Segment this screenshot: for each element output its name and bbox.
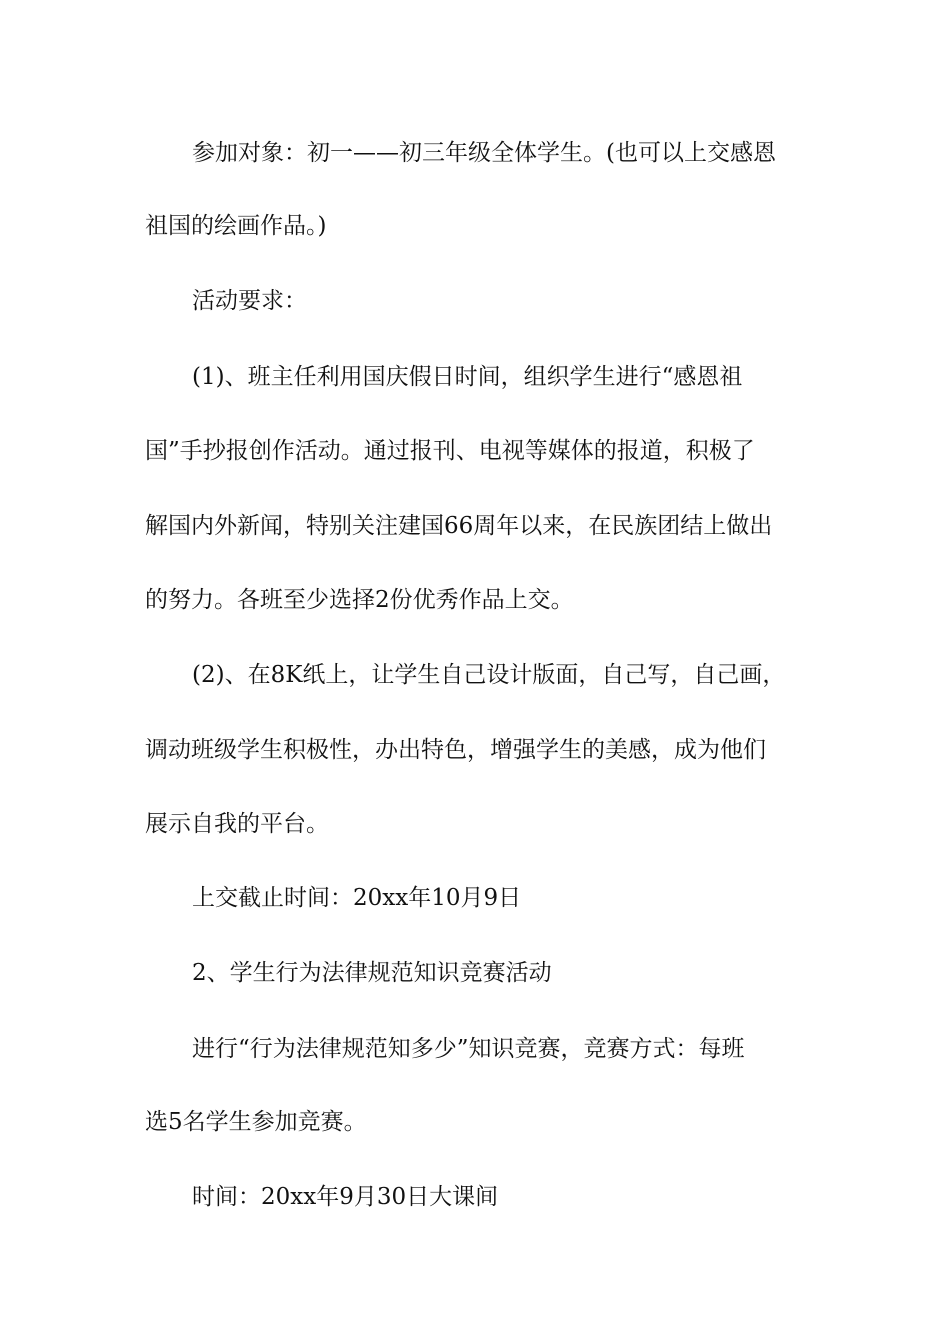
participants-line-1: 参加对象：初一——初三年级全体学生。(也可以上交感恩 xyxy=(192,140,776,166)
requirements-heading: 活动要求： xyxy=(192,288,307,314)
competition-line-1: 进行“行为法律规范知多少”知识竞赛，竞赛方式：每班 xyxy=(192,1036,745,1062)
requirement-1-line-4: 的努力。各班至少选择2份优秀作品上交。 xyxy=(145,587,574,613)
requirement-2-line-3: 展示自我的平台。 xyxy=(145,811,329,837)
requirement-2-line-2: 调动班级学生积极性，办出特色，增强学生的美感，成为他们 xyxy=(145,737,766,763)
requirement-1-line-3: 解国内外新闻，特别关注建国66周年以来，在民族团结上做出 xyxy=(145,513,773,539)
section-2-heading: 2、学生行为法律规范知识竞赛活动 xyxy=(192,960,552,986)
deadline-line: 上交截止时间：20xx年10月9日 xyxy=(192,885,522,911)
requirement-1-line-2: 国”手抄报创作活动。通过报刊、电视等媒体的报道，积极了 xyxy=(145,438,755,464)
requirement-2-line-1: (2)、在8K纸上，让学生自己设计版面，自己写，自己画， xyxy=(192,662,786,688)
time-line: 时间：20xx年9月30日大课间 xyxy=(192,1184,499,1210)
participants-line-2: 祖国的绘画作品。) xyxy=(145,213,327,239)
requirement-1-line-1: (1)、班主任利用国庆假日时间，组织学生进行“感恩祖 xyxy=(192,364,743,390)
competition-line-2: 选5名学生参加竞赛。 xyxy=(145,1109,367,1135)
